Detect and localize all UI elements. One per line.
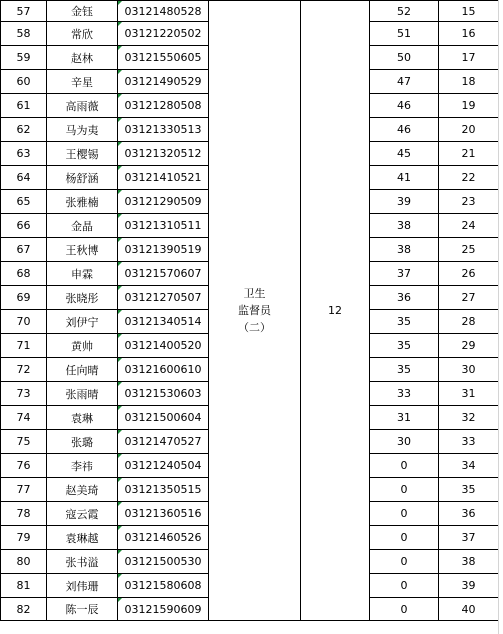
rank-cell[interactable] [439,190,499,214]
seq-cell[interactable] [1,358,47,382]
sheet-gridline [498,0,499,634]
seq-cell-text: 61 [16,99,31,112]
rank-cell-text: 17 [461,51,476,64]
score-cell-text: 0 [400,555,408,568]
exam-id-cell[interactable] [118,574,209,598]
score-cell[interactable] [370,334,439,358]
seq-cell[interactable] [1,22,47,46]
score-cell-text: 31 [397,411,411,424]
rank-cell[interactable] [439,22,499,46]
rank-cell[interactable] [439,334,499,358]
rank-cell-text: 25 [461,243,476,256]
seq-cell-text: 78 [16,507,31,520]
exam-id-cell[interactable] [118,46,209,70]
score-cell-text: 46 [397,99,411,112]
text-number-flag-icon [118,190,122,194]
position-label-line: 卫生 [243,287,266,300]
rank-cell-text: 16 [461,27,476,40]
exam-id-cell[interactable] [118,478,209,502]
seq-cell-text: 79 [16,531,31,544]
text-number-flag-icon [118,502,122,506]
exam-id-cell[interactable] [118,118,209,142]
score-cell-text: 50 [397,51,411,64]
name-cell-text: 高雨薇 [65,99,99,113]
score-cell-text: 47 [397,75,411,88]
name-cell-text: 辛星 [71,75,93,89]
seq-cell-text: 82 [16,602,31,616]
name-cell-text: 张晓彤 [65,291,99,305]
exam-id-cell[interactable] [118,382,209,406]
text-number-flag-icon [118,358,122,362]
rank-cell[interactable] [439,358,499,382]
seq-cell-text: 67 [16,243,31,256]
exam-id-cell[interactable] [118,262,209,286]
position-cell[interactable] [209,1,301,621]
name-cell-text: 金晶 [71,219,93,233]
rank-cell-text: 21 [461,147,476,160]
score-cell[interactable] [370,190,439,214]
exam-id-cell-text: 03121270507 [124,291,202,304]
score-cell[interactable] [370,238,439,262]
score-cell-text: 30 [397,435,411,448]
seq-cell-text: 77 [16,483,31,496]
rank-cell[interactable] [439,502,499,526]
exam-id-cell[interactable] [118,214,209,238]
score-cell[interactable] [370,454,439,478]
rank-cell[interactable] [439,166,499,190]
exam-id-cell-text: 03121330513 [124,123,202,136]
name-cell-text: 金钰 [71,5,93,18]
rank-cell[interactable] [439,70,499,94]
exam-id-cell[interactable] [118,166,209,190]
text-number-flag-icon [118,526,122,530]
rank-cell[interactable] [439,1,499,22]
exam-id-cell[interactable] [118,430,209,454]
exam-id-cell[interactable] [118,454,209,478]
score-cell[interactable] [370,166,439,190]
exam-id-cell[interactable] [118,310,209,334]
score-cell-text: 0 [400,459,408,472]
name-cell-text: 陈一辰 [65,603,99,616]
text-number-flag-icon [118,454,122,458]
score-cell[interactable] [370,1,439,22]
score-cell-text: 33 [397,387,411,400]
seq-cell[interactable] [1,382,47,406]
score-cell-text: 51 [397,27,411,40]
name-cell-text: 张雅楠 [65,195,99,209]
exam-id-cell-text: 03121490529 [124,75,202,88]
seq-cell[interactable] [1,142,47,166]
exam-id-cell[interactable] [118,334,209,358]
seq-cell-text: 62 [16,123,31,136]
text-number-flag-icon [118,1,122,5]
seq-cell[interactable] [1,1,47,22]
seq-cell[interactable] [1,310,47,334]
name-cell-text: 常欣 [71,27,93,41]
score-cell[interactable] [370,142,439,166]
score-cell[interactable] [370,598,439,621]
score-cell[interactable] [370,118,439,142]
exam-id-cell-text: 03121500604 [124,411,202,424]
score-cell[interactable] [370,358,439,382]
seq-cell-text: 66 [16,219,31,232]
seq-cell-text: 70 [16,315,31,328]
seq-cell-text: 69 [16,291,31,304]
seq-cell[interactable] [1,334,47,358]
name-cell-text: 袁琳越 [65,531,99,545]
exam-id-cell-text: 03121220502 [124,27,202,40]
name-cell-text: 刘伊宁 [65,315,99,329]
exam-id-cell-text: 03121410521 [124,171,202,184]
quota-value: 12 [328,304,342,317]
text-number-flag-icon [118,598,122,602]
text-number-flag-icon [118,478,122,482]
text-number-flag-icon [118,214,122,218]
text-number-flag-icon [118,430,122,434]
exam-id-cell[interactable] [118,598,209,621]
score-cell[interactable] [370,214,439,238]
name-cell-text: 赵林 [71,51,93,65]
text-number-flag-icon [118,406,122,410]
score-cell-text: 38 [397,219,411,232]
rank-cell[interactable] [439,310,499,334]
name-cell[interactable] [47,214,118,238]
exam-id-cell-text: 03121390519 [124,243,202,256]
seq-cell-text: 68 [16,267,31,280]
seq-cell[interactable] [1,502,47,526]
text-number-flag-icon [118,382,122,386]
rank-cell[interactable] [439,430,499,454]
rank-cell[interactable] [439,94,499,118]
score-cell-text: 39 [397,195,411,208]
rank-cell[interactable] [439,118,499,142]
name-cell[interactable] [47,166,118,190]
name-cell[interactable] [47,574,118,598]
seq-cell[interactable] [1,94,47,118]
rank-cell-text: 32 [461,411,476,424]
rank-cell-text: 15 [461,4,476,18]
text-number-flag-icon [118,70,122,74]
score-cell[interactable] [370,406,439,430]
name-cell-text: 杨舒涵 [65,171,99,185]
score-cell[interactable] [370,262,439,286]
score-cell-text: 0 [400,507,408,520]
seq-cell[interactable] [1,70,47,94]
exam-id-cell-text: 03121460526 [124,531,202,544]
exam-id-cell-text: 03121240504 [124,459,202,472]
rank-cell-text: 37 [461,531,476,544]
rank-cell[interactable] [439,478,499,502]
exam-id-cell-text: 03121310511 [124,219,202,232]
rank-cell-text: 35 [461,483,476,496]
rank-cell-text: 29 [461,339,476,352]
seq-cell[interactable] [1,214,47,238]
rank-cell[interactable] [439,550,499,574]
exam-id-cell-text: 03121280508 [124,99,202,112]
exam-id-cell-text: 03121480528 [124,4,202,18]
rank-cell-text: 31 [461,387,476,400]
rank-cell[interactable] [439,406,499,430]
name-cell[interactable] [47,190,118,214]
rank-cell[interactable] [439,214,499,238]
text-number-flag-icon [118,310,122,314]
rank-cell[interactable] [439,286,499,310]
score-cell-text: 0 [400,579,408,592]
exam-id-cell-text: 03121360516 [124,507,202,520]
name-cell[interactable] [47,46,118,70]
exam-id-cell[interactable] [118,1,209,22]
exam-id-cell[interactable] [118,526,209,550]
score-cell-text: 41 [397,171,411,184]
seq-cell[interactable] [1,118,47,142]
seq-cell-text: 72 [16,363,31,376]
rank-cell-text: 33 [461,435,476,448]
exam-id-cell-text: 03121580608 [124,579,202,592]
text-number-flag-icon [118,94,122,98]
name-cell[interactable] [47,310,118,334]
seq-cell[interactable] [1,166,47,190]
rank-cell-text: 38 [461,555,476,568]
table-body [1,1,499,621]
name-cell[interactable] [47,382,118,406]
exam-id-cell-text: 03121590609 [124,602,202,616]
score-cell[interactable] [370,430,439,454]
text-number-flag-icon [118,118,122,122]
table-row [1,1,499,22]
score-cell-text: 52 [397,4,411,18]
score-cell[interactable] [370,70,439,94]
score-cell-text: 35 [397,363,411,376]
name-cell[interactable] [47,334,118,358]
score-cell[interactable] [370,46,439,70]
score-cell[interactable] [370,526,439,550]
seq-cell-text: 58 [16,27,31,40]
name-cell[interactable] [47,406,118,430]
text-number-flag-icon [118,334,122,338]
rank-cell-text: 20 [461,123,476,136]
text-number-flag-icon [118,238,122,242]
score-cell[interactable] [370,502,439,526]
exam-id-cell-text: 03121570607 [124,267,202,280]
name-cell-text: 李祎 [71,459,93,473]
exam-id-cell[interactable] [118,22,209,46]
name-cell-text: 张书溢 [65,555,99,569]
seq-cell-text: 63 [16,147,31,160]
exam-id-cell[interactable] [118,286,209,310]
score-cell[interactable] [370,94,439,118]
rank-cell-text: 30 [461,363,476,376]
name-cell-text: 寇云霞 [65,507,99,521]
name-cell-text: 袁琳 [71,411,93,425]
seq-cell[interactable] [1,430,47,454]
score-cell-text: 0 [400,531,408,544]
seq-cell-text: 65 [16,195,31,208]
rank-cell[interactable] [439,262,499,286]
score-cell[interactable] [370,382,439,406]
text-number-flag-icon [118,166,122,170]
score-cell-text: 45 [397,147,411,160]
exam-id-cell-text: 03121290509 [124,195,202,208]
exam-id-cell-text: 03121530603 [124,387,202,400]
name-cell-text: 王樱锡 [65,147,99,161]
name-cell-text: 赵美琦 [65,483,99,497]
seq-cell[interactable] [1,526,47,550]
score-cell[interactable] [370,310,439,334]
rank-cell-text: 36 [461,507,476,520]
name-cell[interactable] [47,22,118,46]
name-cell[interactable] [47,598,118,621]
seq-cell[interactable] [1,286,47,310]
exam-id-cell-text: 03121600610 [124,363,202,376]
name-cell[interactable] [47,358,118,382]
name-cell-text: 马为夷 [65,123,99,137]
rank-cell[interactable] [439,142,499,166]
name-cell-text: 刘伟珊 [65,579,99,593]
name-cell[interactable] [47,526,118,550]
seq-cell-text: 74 [16,411,31,424]
exam-id-cell[interactable] [118,70,209,94]
seq-cell-text: 59 [16,51,31,64]
rank-cell[interactable] [439,454,499,478]
name-cell[interactable] [47,286,118,310]
exam-id-cell-text: 03121350515 [124,483,202,496]
seq-cell[interactable] [1,238,47,262]
exam-id-cell[interactable] [118,502,209,526]
seq-cell[interactable] [1,262,47,286]
name-cell[interactable] [47,262,118,286]
name-cell[interactable] [47,502,118,526]
score-cell-text: 35 [397,339,411,352]
seq-cell-text: 81 [16,579,31,592]
text-number-flag-icon [118,550,122,554]
exam-id-cell[interactable] [118,406,209,430]
text-number-flag-icon [118,46,122,50]
text-number-flag-icon [118,262,122,266]
position-label-line: （二） [238,321,271,334]
seq-cell[interactable] [1,406,47,430]
seq-cell[interactable] [1,574,47,598]
exam-id-cell[interactable] [118,142,209,166]
seq-cell[interactable] [1,478,47,502]
name-cell-text: 张雨晴 [65,387,99,401]
exam-id-cell[interactable] [118,94,209,118]
text-number-flag-icon [118,142,122,146]
name-cell[interactable] [47,142,118,166]
exam-id-cell[interactable] [118,550,209,574]
name-cell[interactable] [47,94,118,118]
name-cell[interactable] [47,430,118,454]
quota-cell[interactable] [301,1,370,621]
seq-cell-text: 76 [16,459,31,472]
exam-id-cell-text: 03121400520 [124,339,202,352]
rank-cell[interactable] [439,238,499,262]
name-cell[interactable] [47,70,118,94]
name-cell[interactable] [47,238,118,262]
rank-cell-text: 27 [461,291,476,304]
seq-cell-text: 75 [16,435,31,448]
exam-id-cell-text: 03121320512 [124,147,202,160]
name-cell-text: 王秋博 [65,243,99,257]
rank-cell[interactable] [439,46,499,70]
rank-cell-text: 19 [461,99,476,112]
rank-cell-text: 24 [461,219,476,232]
seq-cell-text: 80 [16,555,31,568]
seq-cell[interactable] [1,550,47,574]
score-cell-text: 0 [400,483,408,496]
exam-id-cell-text: 03121500530 [124,555,202,568]
score-cell[interactable] [370,286,439,310]
rank-cell-text: 39 [461,579,476,592]
name-cell[interactable] [47,550,118,574]
name-cell-text: 张璐 [71,435,93,449]
rank-cell-text: 40 [461,602,476,616]
name-cell[interactable] [47,1,118,22]
name-cell-text: 任向晴 [65,363,99,377]
exam-id-cell-text: 03121340514 [124,315,202,328]
rank-cell-text: 22 [461,171,476,184]
rank-cell[interactable] [439,526,499,550]
score-cell[interactable] [370,574,439,598]
rank-cell-text: 34 [461,459,476,472]
score-cell[interactable] [370,478,439,502]
score-cell-text: 38 [397,243,411,256]
score-cell-text: 36 [397,291,411,304]
exam-id-cell[interactable] [118,358,209,382]
rank-cell-text: 28 [461,315,476,328]
seq-cell-text: 60 [16,75,31,88]
rank-cell-text: 23 [461,195,476,208]
score-cell[interactable] [370,22,439,46]
score-cell-text: 0 [400,602,408,616]
exam-id-cell[interactable] [118,190,209,214]
score-cell-text: 46 [397,123,411,136]
rank-cell[interactable] [439,574,499,598]
score-cell[interactable] [370,550,439,574]
text-number-flag-icon [118,574,122,578]
rank-cell-text: 26 [461,267,476,280]
text-number-flag-icon [118,22,122,26]
name-cell[interactable] [47,118,118,142]
name-cell[interactable] [47,454,118,478]
seq-cell-text: 57 [16,4,31,18]
rank-cell[interactable] [439,598,499,621]
seq-cell[interactable] [1,46,47,70]
exam-id-cell[interactable] [118,238,209,262]
score-cell-text: 37 [397,267,411,280]
seq-cell[interactable] [1,598,47,621]
seq-cell[interactable] [1,190,47,214]
name-cell[interactable] [47,478,118,502]
name-cell-text: 申霖 [71,267,93,281]
rank-cell[interactable] [439,382,499,406]
text-number-flag-icon [118,286,122,290]
seq-cell-text: 64 [16,171,31,184]
seq-cell-text: 73 [16,387,31,400]
exam-id-cell-text: 03121550605 [124,51,202,64]
position-label-line: 监督员 [238,304,271,317]
seq-cell[interactable] [1,454,47,478]
score-cell-text: 35 [397,315,411,328]
exam-id-cell-text: 03121470527 [124,435,202,448]
rank-cell-text: 18 [461,75,476,88]
name-cell-text: 黄帅 [71,339,93,353]
seq-cell-text: 71 [16,339,31,352]
